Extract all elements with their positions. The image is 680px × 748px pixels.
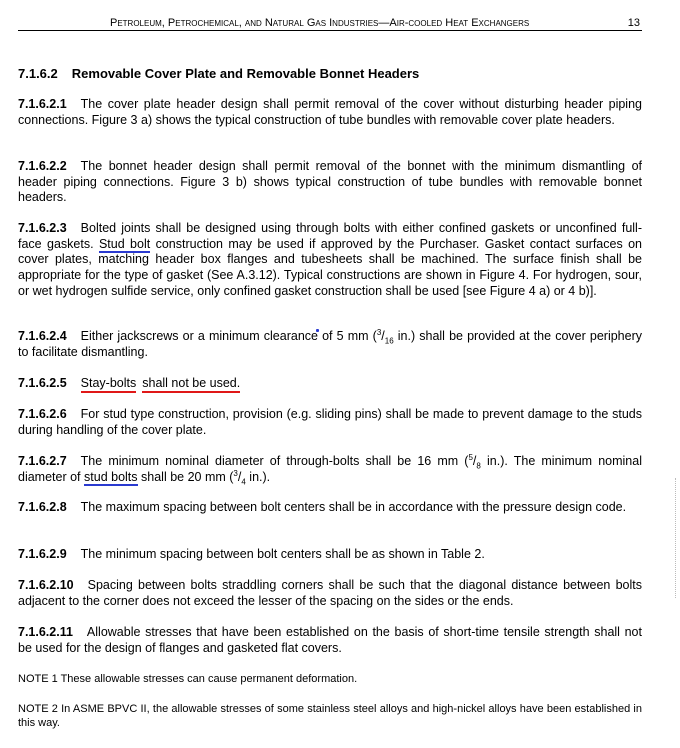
clause-7-1-6-2-1 xyxy=(18,97,642,128)
margin-scan-marks xyxy=(675,478,678,598)
clause-text: The cover plate header design shall permit removal of the cover without disturbing header piping connections. Figure 3 a) shows the typical construction of tube bundles with removable cover plate headers. xyxy=(18,97,642,127)
clause-7-1-6-2-6 xyxy=(18,407,642,438)
clause-7-1-6-2-4: 7.1.6.2.4 Either jackscrews or a minimum clearance of 5 mm ($^3/_{16}$ in.) shall be provided at the cover periphery to facilitate dismantling. xyxy=(18,327,642,359)
clause-number: 7.1.6.2.11 xyxy=(18,625,73,639)
clause-7-1-6-2-8 xyxy=(18,500,642,516)
clause-text: Either jackscrews or a minimum clearance of 5 mm ( xyxy=(80,329,377,343)
underlined-shall-not-be-used: shall not be used. xyxy=(142,376,240,393)
clause-text-continued: in.). The minimum nominal diameter of xyxy=(18,454,642,484)
fraction-denominator: 16 xyxy=(384,336,394,346)
running-header xyxy=(18,12,642,31)
fraction-denominator: 4 xyxy=(241,477,246,487)
clause-text: The maximum spacing between bolt centers shall be in accordance with the pressure design code. xyxy=(80,500,627,514)
clause-text: Spacing between bolts straddling corners shall be such that the diagonal distance between bolts adjacent to the corner does not exceed the lesser of the spacing on the sides or the ends. xyxy=(18,578,642,608)
section-number: 7.1.6.2 xyxy=(18,66,58,81)
clause-number: 7.1.6.2.9 xyxy=(18,547,67,561)
clause-text-continued: construction may be used if approved by the Purchaser. Gasket contact surfaces on cover plates, matching header box flanges and tubesheets shall be machined. The surface finish shall be appropriate for the type of gasket (See A.3.12). Typical constructions are shown in Figure 4. For hydrogen, sour, or wet hydrogen sulfide service, only confined gasket construction shall be used [see Figure 4 a) or 4 b)]. xyxy=(18,236,642,298)
clause-7-1-6-2-7: 7.1.6.2.7 The minimum nominal diameter of through-bolts shall be 16 mm ($^5/_8$ in.). The minimum nominal diameter of stud bolts shall be 20 mm ($^3/_4$ in.). xyxy=(18,452,642,487)
underlined-stud-bolt: Stud bolt xyxy=(98,236,151,251)
clause-7-1-6-2-5 xyxy=(18,376,642,392)
clause-7-1-6-2-3 xyxy=(18,221,642,300)
fraction-denominator: 8 xyxy=(476,461,481,471)
page-number: 13 xyxy=(627,17,640,29)
clause-text-end: in.). xyxy=(245,469,271,484)
clause-text-continued: in.) shall be provided at the cover periphery to facilitate dismantling. xyxy=(18,329,642,359)
clause-text: The minimum nominal diameter of through-bolts shall be 16 mm ( xyxy=(80,454,469,468)
clause-text: The bonnet header design shall permit removal of the bonnet with the minimum dismantling of header piping connections. Figure 3 b) shows typical construction of tube bundles with removable bonnet headers. xyxy=(18,159,642,205)
section-title: Removable Cover Plate and Removable Bonnet Headers xyxy=(71,66,420,81)
clause-number: 7.1.6.2.4 xyxy=(18,329,67,343)
clause-number: 7.1.6.2.1 xyxy=(18,97,67,111)
section-heading xyxy=(18,66,419,81)
clause-number: 7.1.6.2.2 xyxy=(18,159,67,173)
clause-number: 7.1.6.2.8 xyxy=(18,500,67,514)
clause-7-1-6-2-2 xyxy=(18,159,642,206)
clause-number: 7.1.6.2.3 xyxy=(18,221,67,235)
note-2: NOTE 2 In ASME BPVC II, the allowable stresses of some stainless steel alloys and high-nickel alloys have been established in this way. xyxy=(18,703,642,729)
clause-text: Allowable stresses that have been established on the basis of short-time tensile strength shall not be used for the design of flanges and gasketed flat covers. xyxy=(18,625,642,655)
clause-text: For stud type construction, provision (e.g. sliding pins) shall be made to prevent damage to the studs during handling of the cover plate. xyxy=(18,407,642,437)
clause-number: 7.1.6.2.7 xyxy=(18,454,67,468)
clause-7-1-6-2-11 xyxy=(18,625,642,656)
clause-number: 7.1.6.2.10 xyxy=(18,578,74,592)
header-title: Petroleum, Petrochemical, and Natural Gas Industries—Air-cooled Heat Exchangers xyxy=(110,17,530,29)
clause-number: 7.1.6.2.5 xyxy=(18,376,67,390)
clause-number: 7.1.6.2.6 xyxy=(18,407,67,421)
fraction-numerator: 3 xyxy=(233,468,238,478)
fraction-numerator: 5 xyxy=(468,452,473,462)
underlined-stud-bolts: stud bolts xyxy=(84,469,138,484)
clause-7-1-6-2-9 xyxy=(18,547,642,563)
underlined-stay-bolts: Stay-bolts xyxy=(81,376,137,393)
clause-text: Bolted joints shall be designed using through bolts with either confined gaskets or unconfined full-face gaskets. xyxy=(18,221,642,251)
fraction-numerator: 3 xyxy=(376,327,382,337)
clause-text-continued-2: shall be 20 mm ( xyxy=(141,469,234,484)
clause-7-1-6-2-10 xyxy=(18,578,642,609)
clause-text: The minimum spacing between bolt centers shall be as shown in Table 2. xyxy=(80,547,485,561)
note-1: NOTE 1 These allowable stresses can cause permanent deformation. xyxy=(18,673,358,685)
